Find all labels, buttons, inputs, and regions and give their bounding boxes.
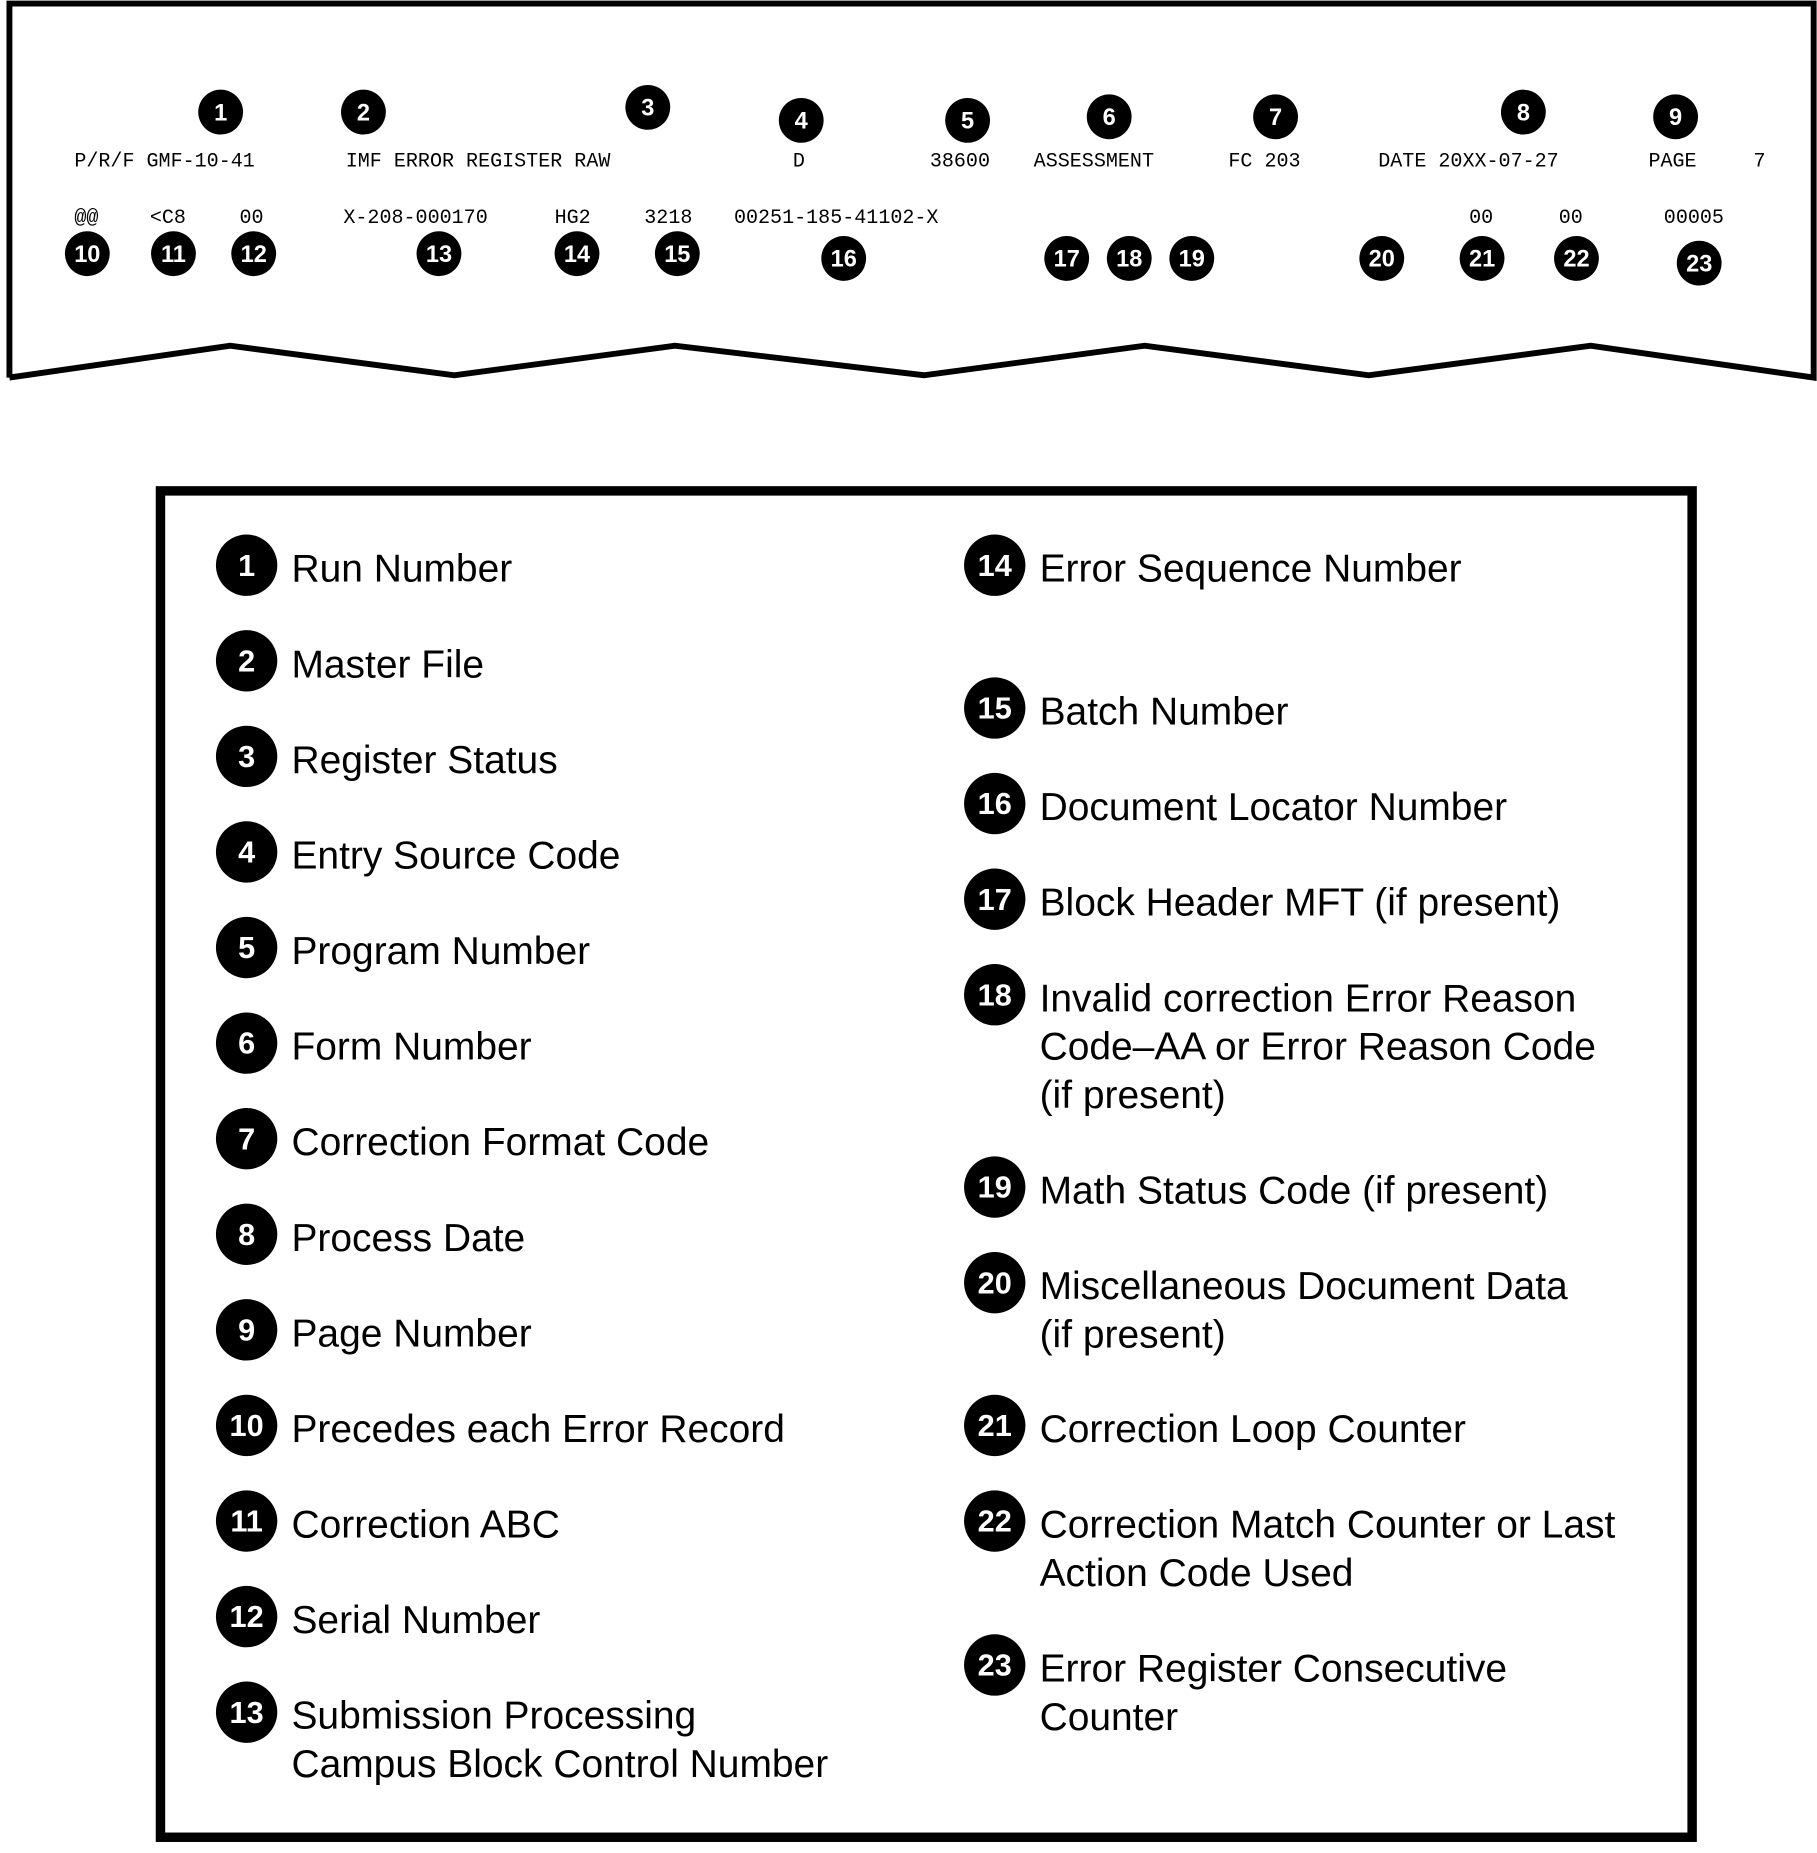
number-badge: 21: [964, 1395, 1025, 1456]
legend-label: Run Number: [291, 546, 513, 590]
callout-badge-5: [945, 98, 990, 143]
number-badge: 18: [964, 964, 1025, 1025]
callout-badge-6: [1087, 94, 1132, 139]
number-badge: 3: [216, 726, 277, 787]
legend-item-3: [216, 735, 558, 787]
legend-item-21: [964, 1404, 1466, 1456]
legend-label: Correction Loop Counter: [1039, 1406, 1467, 1451]
legend-item-8: [216, 1213, 525, 1265]
legend-label: Correction Format Code: [291, 1119, 710, 1164]
number-badge: 15: [964, 677, 1025, 738]
legend-label: Form Number: [291, 1024, 532, 1068]
callout-badge-10: [65, 231, 110, 276]
callout-number: 4: [794, 107, 808, 134]
legend-item-1: [216, 544, 512, 596]
legend-item-9: [216, 1309, 532, 1361]
legend-item-11: [216, 1500, 560, 1552]
printout-field: PAGE: [1648, 150, 1697, 174]
legend-item-4: [216, 831, 621, 883]
callout-number: 23: [1686, 250, 1713, 277]
callout-badge-19: [1169, 236, 1214, 281]
number-badge: 2: [216, 630, 277, 691]
paper-edge: [9, 4, 1813, 378]
legend-label: Correction Match Counter or Last Action Code Used: [1039, 1502, 1616, 1595]
callout-number: 11: [160, 240, 186, 267]
legend-item-16: [964, 782, 1507, 834]
legend-item-23: [964, 1644, 1507, 1741]
printout-field: HG2: [554, 207, 591, 231]
printout-field: P/R/F GMF-10-41: [74, 150, 255, 174]
legend-label: Process Date: [291, 1215, 526, 1260]
number-badge: 14: [964, 535, 1025, 596]
printout-field: 3218: [644, 207, 693, 231]
legend-label: Block Header MFT (if present): [1039, 880, 1561, 924]
printout-field: 38600: [929, 150, 990, 174]
number-badge: 16: [964, 773, 1025, 834]
printout-field: IMF ERROR REGISTER RAW: [345, 150, 611, 174]
printout-field: DATE 20XX-07-27: [1378, 150, 1559, 174]
callout-badge-18: [1107, 236, 1152, 281]
legend-label: Error Sequence Number: [1039, 546, 1462, 590]
legend-item-10: [216, 1404, 785, 1456]
legend-item-13: [216, 1691, 828, 1788]
callout-badge-12: [231, 231, 276, 276]
number-badge: 20: [964, 1252, 1025, 1313]
number-badge: 12: [216, 1586, 277, 1647]
callout-badge-1: [198, 90, 243, 135]
legend-label: Master File: [291, 641, 485, 686]
callout-number: 17: [1053, 245, 1080, 272]
callout-number: 8: [1516, 99, 1530, 126]
legend-item-14: [964, 544, 1462, 596]
number-badge: 1: [216, 535, 277, 596]
legend-item-2: [216, 640, 484, 692]
printout-field: 00: [239, 207, 264, 231]
callout-badge-17: [1044, 236, 1089, 281]
callout-number: 9: [1669, 104, 1683, 131]
number-badge: 22: [964, 1490, 1025, 1551]
callout-badge-7: [1253, 94, 1298, 139]
callout-badge-13: [417, 231, 462, 276]
callout-number: 6: [1102, 104, 1116, 131]
number-badge: 8: [216, 1204, 277, 1265]
callout-badge-14: [555, 231, 600, 276]
callout-number: 2: [356, 99, 371, 126]
number-badge: 11: [216, 1490, 277, 1551]
printout-field: FC 203: [1228, 150, 1301, 174]
callout-number: 19: [1178, 245, 1205, 272]
legend-item-22: [964, 1500, 1615, 1597]
printout-field: <C8: [149, 207, 186, 231]
number-badge: 7: [216, 1108, 277, 1169]
callout-badge-21: [1460, 236, 1505, 281]
legend-label: Batch Number: [1039, 689, 1289, 733]
callout-number: 22: [1563, 245, 1590, 272]
callout-badge-22: [1554, 236, 1599, 281]
number-badge: 9: [216, 1299, 277, 1360]
legend-label: Document Locator Number: [1039, 784, 1508, 829]
number-badge: 17: [964, 868, 1025, 929]
printout-field: X-208-000170: [343, 207, 488, 231]
legend-box: [156, 486, 1697, 1842]
number-badge: 4: [216, 821, 277, 882]
callout-badge-9: [1653, 94, 1698, 139]
callout-number: 14: [563, 240, 591, 267]
printout-field: D: [792, 150, 805, 174]
legend-label: Invalid correction Error Reason Code–AA or Error Reason Code (if present): [1039, 975, 1596, 1117]
legend-item-5: [216, 926, 590, 978]
printout-field: 00005: [1663, 207, 1724, 231]
callout-number: 5: [961, 107, 975, 134]
callout-badge-11: [151, 231, 196, 276]
legend-label: Register Status: [291, 737, 558, 782]
printout-field: 00: [1558, 207, 1583, 231]
callout-badge-20: [1359, 236, 1404, 281]
legend-label: Page Number: [291, 1310, 532, 1355]
callout-number: 21: [1468, 245, 1496, 272]
legend-item-15: [964, 687, 1288, 739]
legend-item-19: [964, 1166, 1548, 1218]
callout-badge-4: [779, 98, 824, 143]
printout-field: @@: [74, 207, 99, 231]
number-badge: 19: [964, 1156, 1025, 1217]
legend-label: Miscellaneous Document Data (if present): [1039, 1263, 1568, 1356]
printout-field: 7: [1753, 150, 1766, 174]
printout-excerpt: [0, 0, 1817, 401]
printout-field: ASSESSMENT: [1033, 150, 1154, 174]
callout-number: 12: [240, 240, 267, 267]
legend-label: Precedes each Error Record: [291, 1406, 785, 1451]
callout-badge-16: [821, 236, 866, 281]
printout-field: 00: [1469, 207, 1494, 231]
legend-label: Submission Processing Campus Block Control Number: [291, 1693, 829, 1786]
callout-number: 1: [214, 99, 228, 126]
legend-item-12: [216, 1595, 540, 1647]
callout-badge-8: [1501, 90, 1546, 135]
number-badge: 5: [216, 917, 277, 978]
number-badge: 10: [216, 1395, 277, 1456]
callout-badge-15: [655, 231, 700, 276]
legend-label: Math Status Code (if present): [1039, 1168, 1549, 1212]
legend-item-7: [216, 1117, 709, 1169]
callout-number: 10: [74, 240, 101, 267]
printout-field: 00251-185-41102-X: [733, 207, 939, 231]
callout-number: 13: [425, 240, 453, 267]
callout-badge-2: [341, 90, 386, 135]
legend-item-6: [216, 1022, 532, 1074]
legend-label: Program Number: [291, 928, 591, 973]
legend-item-17: [964, 878, 1560, 930]
number-badge: 23: [964, 1634, 1025, 1695]
callout-badge-3: [625, 85, 670, 130]
legend-item-18: [964, 973, 1596, 1118]
number-badge: 6: [216, 1012, 277, 1073]
callout-number: 7: [1269, 104, 1283, 131]
legend-label: Entry Source Code: [291, 833, 621, 877]
number-badge: 13: [216, 1681, 277, 1742]
callout-number: 15: [664, 240, 691, 267]
callout-number: 18: [1116, 245, 1143, 272]
callout-number: 3: [641, 94, 655, 121]
callout-number: 20: [1368, 245, 1395, 272]
callout-badge-23: [1677, 241, 1722, 286]
legend-label: Serial Number: [291, 1597, 541, 1642]
callout-number: 16: [830, 245, 857, 272]
legend-item-20: [964, 1261, 1568, 1358]
legend-label: Correction ABC: [291, 1502, 560, 1546]
legend-label: Error Register Consecutive Counter: [1039, 1646, 1508, 1739]
